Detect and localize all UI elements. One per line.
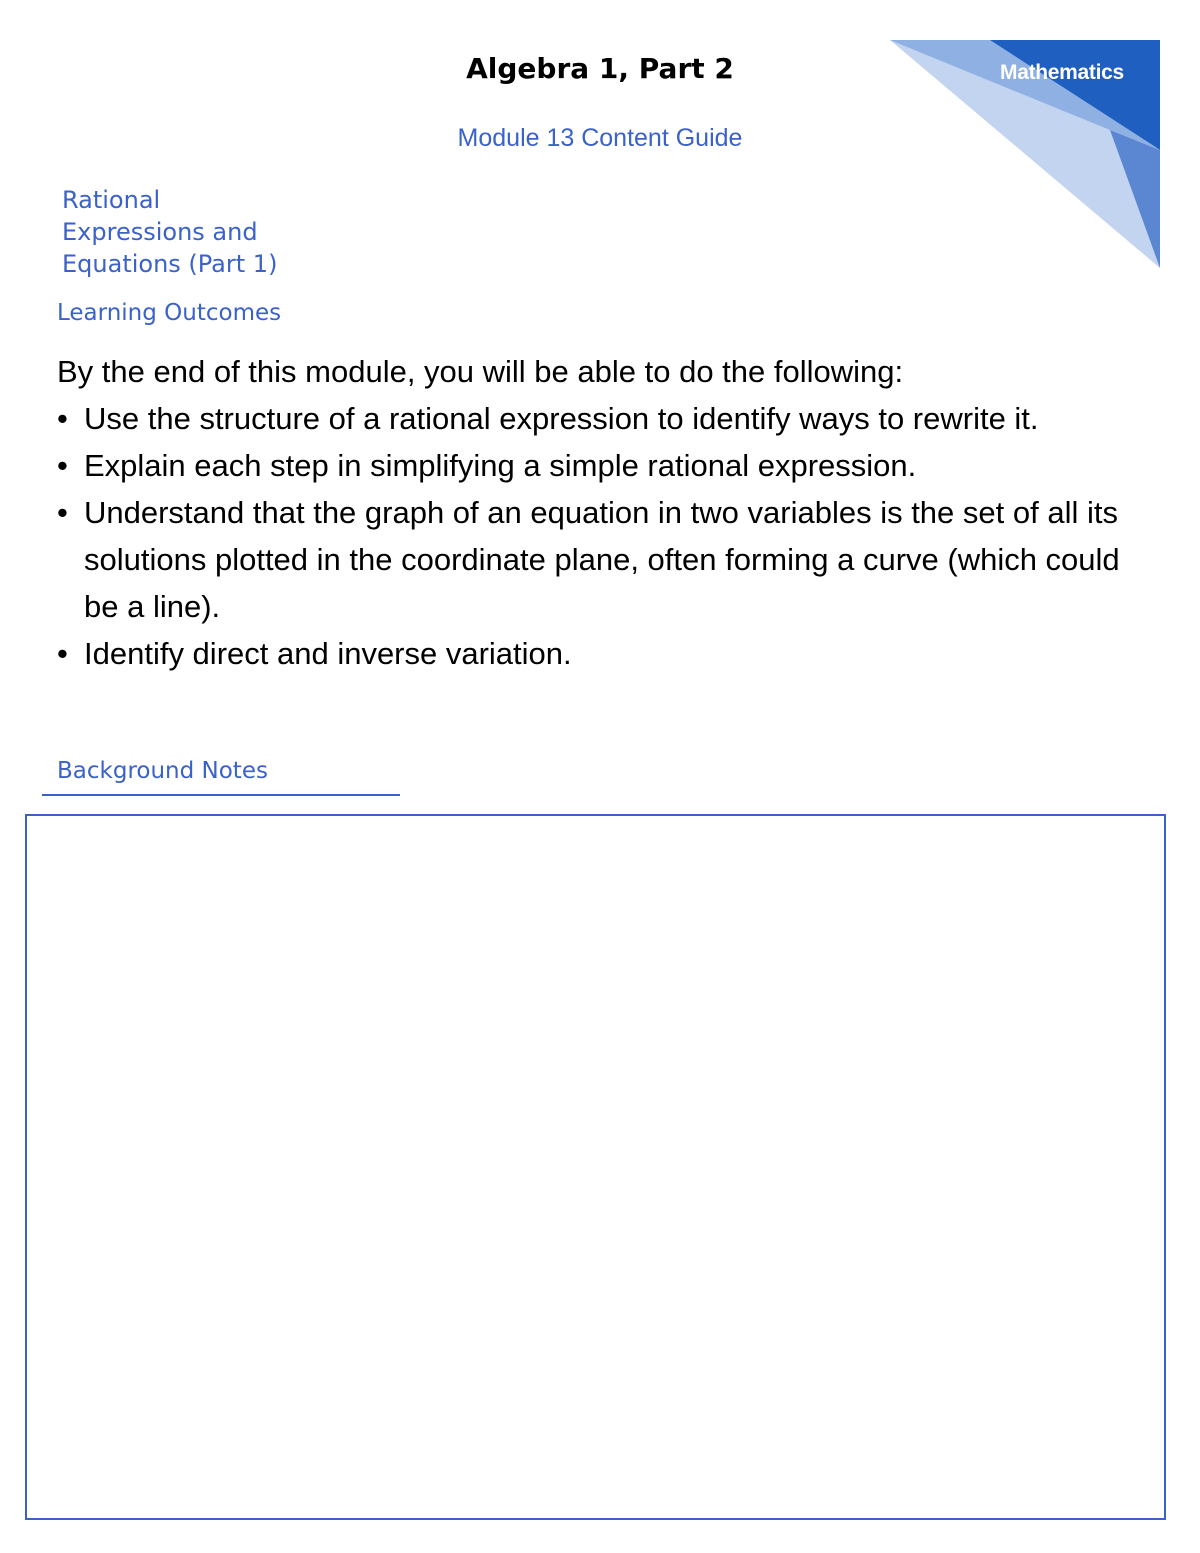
learning-outcomes-heading: Learning Outcomes — [57, 300, 282, 326]
outcome-item — [57, 395, 1137, 442]
outcome-text: Identify direct and inverse variation. — [84, 636, 572, 671]
subject-tag: Mathematics — [1000, 61, 1124, 84]
module-topic-line: Rational — [62, 186, 161, 214]
outcome-item — [57, 489, 1137, 630]
module-topic-line: Expressions and — [62, 218, 258, 246]
bullet-icon: • — [57, 448, 68, 483]
guide-title: Module 13 Content Guide — [457, 124, 743, 152]
module-topic-line: Equations (Part 1) — [62, 250, 278, 278]
outcome-text: Use the structure of a rational expression to identify ways to rewrite it. — [84, 401, 1039, 436]
outcome-item — [57, 442, 1137, 489]
background-notes-heading: Background Notes — [57, 758, 268, 784]
module-topic — [62, 184, 362, 280]
outcome-text: Understand that the graph of an equation in two variables is the set of all its solutions plotted in the coordinate plane, often forming a curve (which could be a line). — [84, 495, 1120, 624]
outcome-item — [57, 630, 1137, 677]
learning-outcomes-list — [57, 395, 1137, 677]
outcome-text: Explain each step in simplifying a simple rational expression. — [84, 448, 917, 483]
course-title: Algebra 1, Part 2 — [466, 52, 734, 85]
bullet-icon: • — [57, 401, 68, 436]
learning-outcomes-intro: By the end of this module, you will be able to do the following: — [57, 354, 904, 389]
background-notes-box[interactable] — [25, 814, 1166, 1520]
heading-divider — [42, 794, 400, 796]
bullet-icon: • — [57, 636, 68, 671]
bullet-icon: • — [57, 495, 68, 530]
